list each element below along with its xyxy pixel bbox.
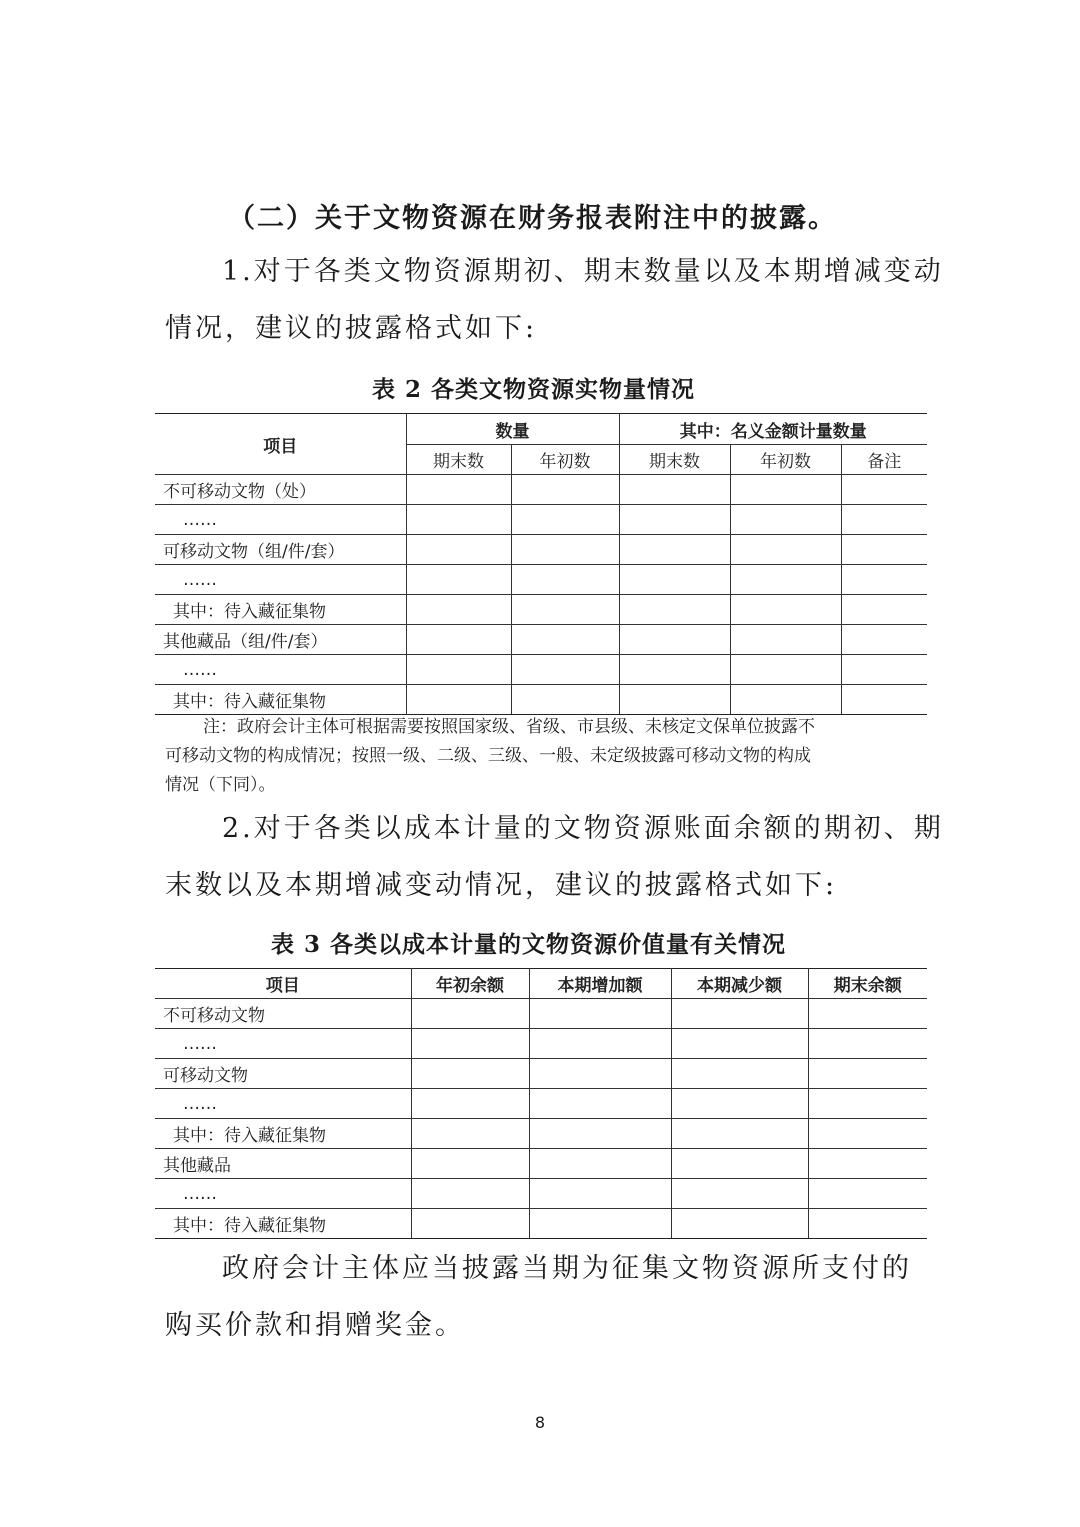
- table-3: [155, 968, 927, 1239]
- table-3-header: 期末余额: [808, 969, 927, 999]
- table-3-header: 本期减少额: [671, 969, 808, 999]
- paragraph-2-line-2: 末数以及本期增减变动情况，建议的披露格式如下:: [165, 870, 838, 901]
- table-2-header-nominal: 其中：名义金额计量数量: [619, 414, 927, 445]
- table-3-header: 本期增加额: [529, 969, 671, 999]
- table-row: [155, 565, 927, 595]
- paragraph-1: [165, 243, 944, 357]
- table-row: [155, 595, 927, 625]
- table-2-header-quantity: 数量: [406, 414, 619, 445]
- paragraph-3: [165, 1240, 925, 1354]
- note-line-3: 情况（下同）。: [165, 775, 276, 795]
- table-2-row-label: 不可移动文物（处）: [155, 475, 406, 505]
- table-3-row-label: 其中：待入藏征集物: [155, 1209, 411, 1239]
- table-2-subheader: 年初数: [511, 445, 619, 475]
- table-3-row-label: 不可移动文物: [155, 999, 411, 1029]
- table-2-row-label: 其中：待入藏征集物: [155, 685, 406, 715]
- table-3-row-label: ……: [155, 1089, 411, 1119]
- paragraph-3-line-1: 政府会计主体应当披露当期为征集文物资源所支付的: [222, 1253, 912, 1284]
- paragraph-1-line-2: 情况，建议的披露格式如下:: [165, 313, 538, 344]
- table-3-row-label: ……: [155, 1179, 411, 1209]
- table-2-row-label: 其他藏品（组/件/套）: [155, 625, 406, 655]
- table-row: [155, 535, 927, 565]
- table-row: [155, 625, 927, 655]
- table-row: [155, 1179, 927, 1209]
- note-line-1: 注：政府会计主体可根据需要按照国家级、省级、市县级、未核定文保单位披露不: [203, 717, 815, 737]
- section-heading: （二）关于文物资源在财务报表附注中的披露。: [228, 203, 837, 234]
- table-3-row-label: 其中：待入藏征集物: [155, 1119, 411, 1149]
- table-2-caption: 表 2 各类文物资源实物量情况: [372, 376, 696, 403]
- table-row: [155, 1029, 927, 1059]
- table-row: [155, 1059, 927, 1089]
- paragraph-1-line-1: 1.对于各类文物资源期初、期末数量以及本期增减变动: [222, 256, 944, 287]
- table-2-row-label: 其中：待入藏征集物: [155, 595, 406, 625]
- table-row: [155, 475, 927, 505]
- table-2-subheader: 备注: [841, 445, 927, 475]
- table-row: [155, 1149, 927, 1179]
- table-2-subheader: 年初数: [730, 445, 841, 475]
- note-line-2: 可移动文物的构成情况；按照一级、二级、三级、一般、未定级披露可移动文物的构成: [165, 746, 811, 766]
- table-3-row-label: 可移动文物: [155, 1059, 411, 1089]
- table-2-header-item: 项目: [155, 414, 406, 475]
- table-3-row-label: ……: [155, 1029, 411, 1059]
- table-row: [155, 685, 927, 715]
- table-row: [155, 1209, 927, 1239]
- table-row: [155, 999, 927, 1029]
- paragraph-2: [165, 800, 944, 914]
- table-2-subheader: 期末数: [406, 445, 511, 475]
- paragraph-3-line-2: 购买价款和捐赠奖金。: [165, 1310, 465, 1341]
- table-3-caption: 表 3 各类以成本计量的文物资源价值量有关情况: [271, 931, 787, 958]
- table-2-subheader: 期末数: [619, 445, 730, 475]
- table-row: [155, 1119, 927, 1149]
- page-number: 8: [534, 1413, 546, 1432]
- table-2-row-label: ……: [155, 505, 406, 535]
- table-3-header: 项目: [155, 969, 411, 999]
- table-3-header: 年初余额: [411, 969, 529, 999]
- table-row: [155, 655, 927, 685]
- table-3-row-label: 其他藏品: [155, 1149, 411, 1179]
- table-2-note: [165, 713, 925, 800]
- table-row: [155, 1089, 927, 1119]
- table-2: [155, 413, 927, 715]
- table-2-row-label: ……: [155, 655, 406, 685]
- table-2-row-label: ……: [155, 565, 406, 595]
- table-2-row-label: 可移动文物（组/件/套）: [155, 535, 406, 565]
- table-row: [155, 505, 927, 535]
- paragraph-2-line-1: 2.对于各类以成本计量的文物资源账面余额的期初、期: [222, 813, 944, 844]
